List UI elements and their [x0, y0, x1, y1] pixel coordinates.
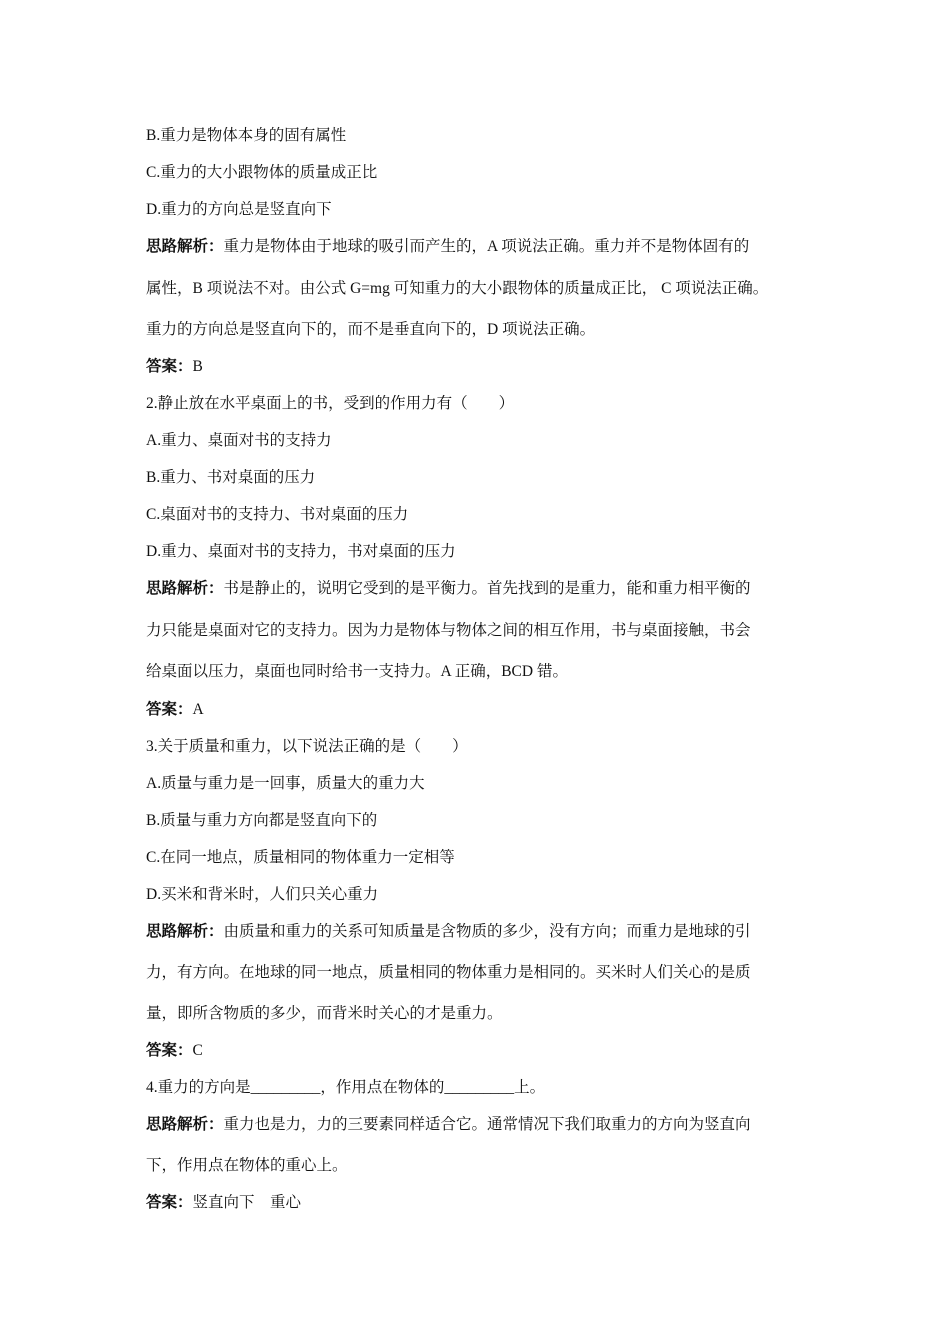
- q4-analysis-line-1: [146, 1115, 826, 1135]
- q2-analysis-line-2: 力只能是桌面对它的支持力。因为力是物体与物体之间的相互作用，书与桌面接触，书会: [146, 622, 751, 639]
- q2-answer-label: 答案：: [146, 701, 193, 718]
- q3-question: 3.关于质量和重力，以下说法正确的是（ ）: [146, 738, 468, 755]
- q3-option-c: C.在同一地点，质量相同的物体重力一定相等: [146, 849, 455, 866]
- q4-analysis-line-2: 下，作用点在物体的重心上。: [146, 1157, 348, 1174]
- q1-option-b: B.重力是物体本身的固有属性: [146, 127, 347, 144]
- q2-analysis-line-1: [146, 579, 826, 599]
- q2-analysis-text-1: 书是静止的，说明它受到的是平衡力。首先找到的是重力，能和重力相平衡的: [223, 580, 751, 597]
- q4-answer-label: 答案：: [146, 1194, 193, 1211]
- q3-analysis-line-3: 量，即所含物质的多少，而背米时关心的才是重力。: [146, 1005, 503, 1022]
- q4-analysis-text-1: 重力也是力，力的三要素同样适合它。通常情况下我们取重力的方向为竖直向: [223, 1116, 751, 1133]
- q1-analysis-line-2: 属性，B 项说法不对。由公式 G=mg 可知重力的大小跟物体的质量成正比， C 项说法正确。: [146, 280, 769, 297]
- q1-analysis-text-1: 重力是物体由于地球的吸引而产生的，A 项说法正确。重力并不是物体固有的: [223, 238, 750, 255]
- q3-option-a: A.质量与重力是一回事，质量大的重力大: [146, 775, 425, 792]
- q2-option-c: C.桌面对书的支持力、书对桌面的压力: [146, 506, 409, 523]
- q1-analysis-line-3: 重力的方向总是竖直向下的，而不是垂直向下的，D 项说法正确。: [146, 321, 596, 338]
- q3-analysis-label: 思路解析：: [146, 923, 224, 940]
- q2-analysis-line-3: 给桌面以压力，桌面也同时给书一支持力。A 正确，BCD 错。: [146, 663, 568, 680]
- q3-answer-value: C: [192, 1042, 203, 1059]
- q2-question: 2.静止放在水平桌面上的书，受到的作用力有（ ）: [146, 395, 515, 412]
- q1-answer-value: B: [192, 358, 203, 375]
- q1-answer-label: 答案：: [146, 358, 193, 375]
- q3-answer-label: 答案：: [146, 1042, 193, 1059]
- q2-option-a: A.重力、桌面对书的支持力: [146, 432, 332, 449]
- q2-option-b: B.重力、书对桌面的压力: [146, 469, 316, 486]
- q3-option-b: B.质量与重力方向都是竖直向下的: [146, 812, 378, 829]
- q3-analysis-line-1: [146, 922, 826, 942]
- q4-answer: [146, 1193, 826, 1213]
- q3-analysis-text-1: 由质量和重力的关系可知质量是含物质的多少，没有方向；而重力是地球的引: [223, 923, 751, 940]
- q3-option-d: D.买米和背米时，人们只关心重力: [146, 886, 379, 903]
- q3-analysis-line-2: 力，有方向。在地球的同一地点，质量相同的物体重力是相同的。买米时人们关心的是质: [146, 964, 751, 981]
- q3-answer: [146, 1041, 826, 1061]
- q1-analysis-line-1: [146, 237, 826, 257]
- q1-option-d: D.重力的方向总是竖直向下: [146, 201, 332, 218]
- q4-answer-value: 竖直向下 重心: [192, 1194, 302, 1211]
- q4-analysis-label: 思路解析：: [146, 1116, 224, 1133]
- q2-answer-value: A: [192, 701, 204, 718]
- q2-answer: [146, 700, 826, 720]
- q4-question: 4.重力的方向是_________，作用点在物体的_________上。: [146, 1079, 546, 1096]
- q1-option-c: C.重力的大小跟物体的质量成正比: [146, 164, 378, 181]
- q2-option-d: D.重力、桌面对书的支持力，书对桌面的压力: [146, 543, 456, 560]
- q2-analysis-label: 思路解析：: [146, 580, 224, 597]
- q1-answer: [146, 357, 826, 377]
- q1-analysis-label: 思路解析：: [146, 238, 224, 255]
